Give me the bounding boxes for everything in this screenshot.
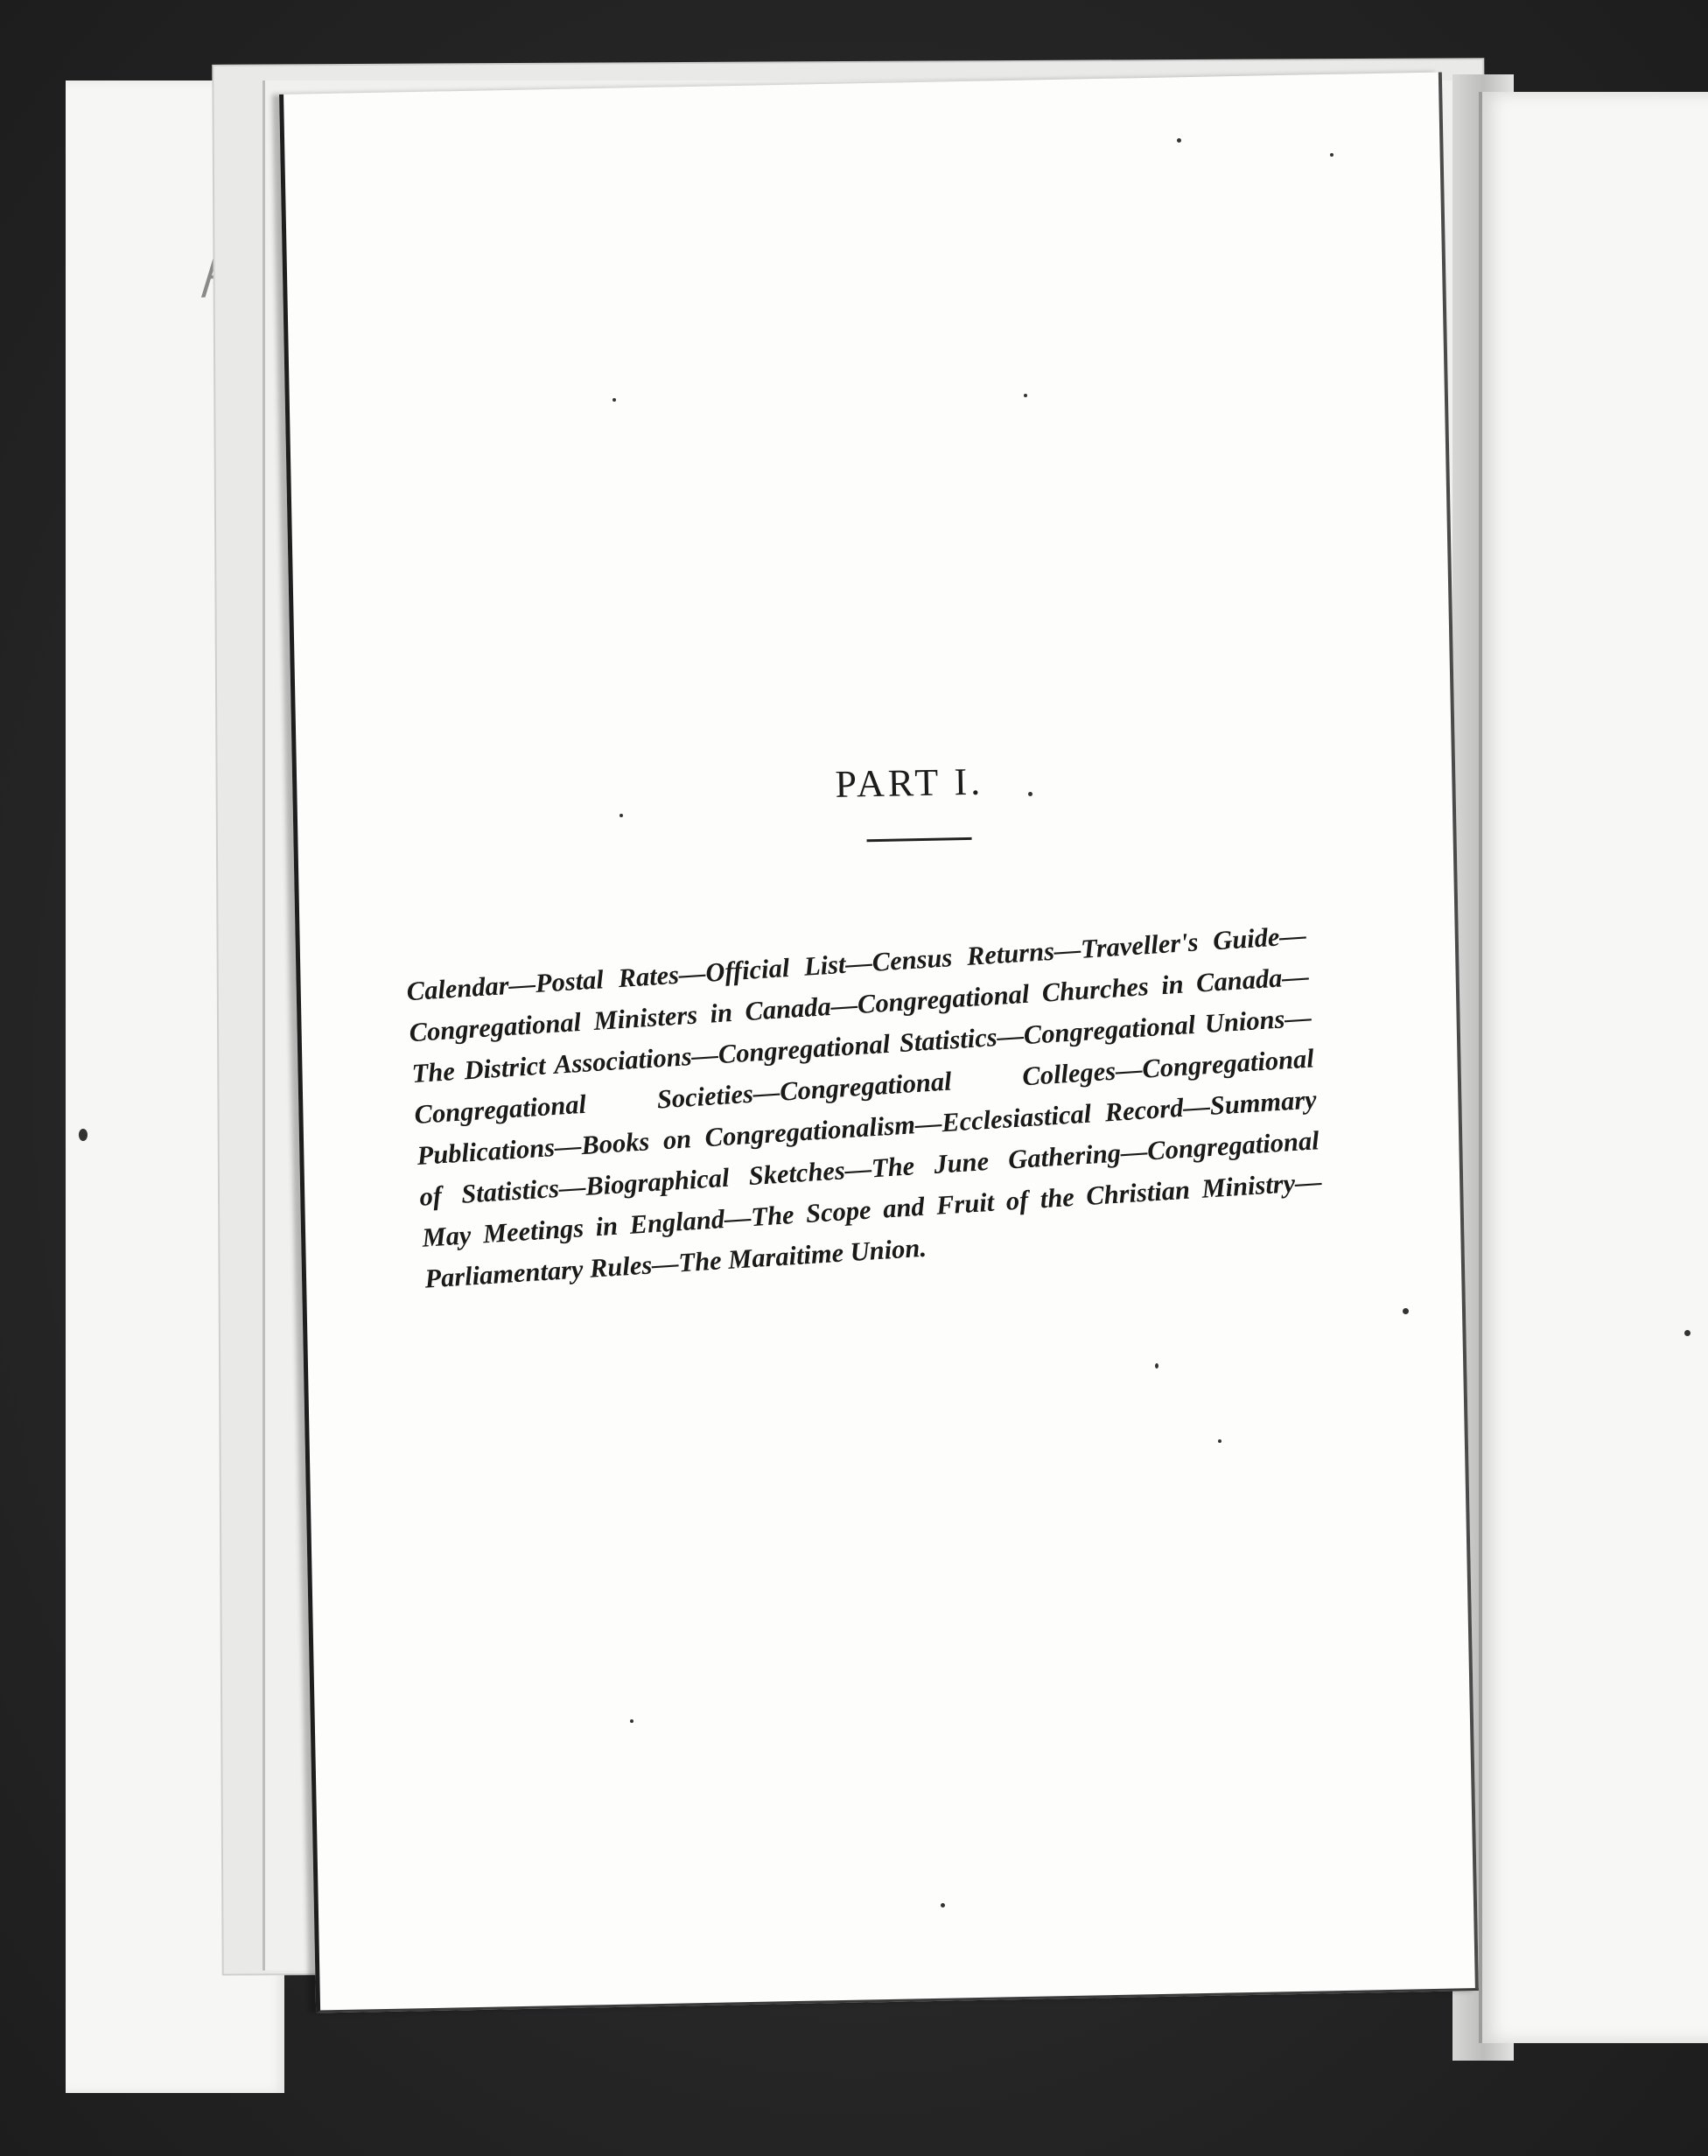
- speck: [941, 1903, 945, 1908]
- speck: [1155, 1363, 1158, 1368]
- contents-paragraph: Calendar—Postal Rates—Official List—Census Returns—Traveller's Guide—Congregational Ministers in Canada—Congregational Churches in Canada—The District Associations—Congregational Statistics—Congregational Unions—Congregational Societies—Congregational Colleges—Congregational Publications—Books on Congregationalism—Ecclesiastical Record—Summary of Statistics—Biographical Sketches—The June Gathering—Congregational May Meetings in England—The Scope and Fruit of the Christian Ministry—Parliamentary Rules—The Maraitime Union.: [405, 920, 1323, 1294]
- speck: [630, 1719, 634, 1723]
- part-heading-block: [297, 750, 1453, 852]
- speck: [1218, 1439, 1222, 1443]
- speck: [1177, 138, 1181, 143]
- speck: [1684, 1330, 1690, 1336]
- speck: [612, 398, 616, 402]
- speck: [79, 1129, 88, 1141]
- part-title: PART I.: [835, 760, 984, 806]
- facing-page: [1479, 92, 1708, 2043]
- book-page: [279, 72, 1479, 2012]
- title-rule: [867, 837, 972, 842]
- speck: [1024, 394, 1027, 397]
- speck: [1403, 1308, 1409, 1314]
- speck: [1028, 792, 1032, 796]
- speck: [620, 814, 623, 817]
- speck: [1330, 153, 1334, 157]
